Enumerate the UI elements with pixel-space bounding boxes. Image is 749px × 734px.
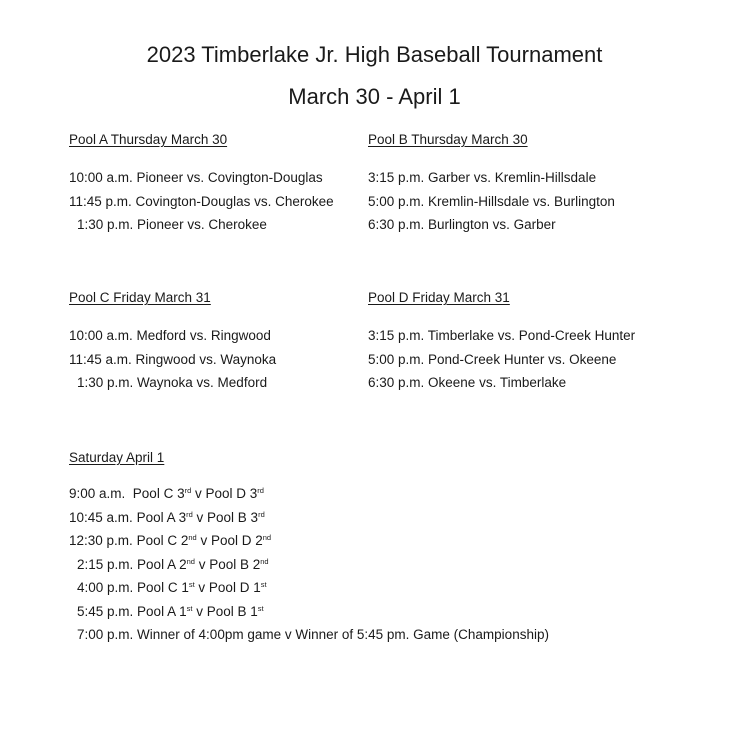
ordinal-suffix: rd bbox=[257, 486, 264, 495]
game-matchup-a: Pool A 1 bbox=[137, 603, 187, 619]
game-matchup-a: Pool C 2 bbox=[136, 533, 189, 548]
pool-d-game: 6:30 p.m. Okeene vs. Timberlake bbox=[368, 375, 567, 390]
tournament-title: 2023 Timberlake Jr. High Baseball Tournament bbox=[146, 42, 603, 67]
ordinal-suffix: st bbox=[260, 580, 267, 589]
pool-a-game: 11:45 p.m. Covington-Douglas vs. Cherokee bbox=[69, 193, 334, 209]
game-matchup-a: Pool A 3 bbox=[136, 509, 187, 525]
saturday-heading: Saturday April 1 bbox=[69, 450, 165, 465]
pool-d-heading: Pool D Friday March 31 bbox=[368, 290, 510, 305]
pool-a-game: 10:00 a.m. Pioneer vs. Covington-Douglas bbox=[69, 170, 323, 185]
game-matchup-b: v Pool D 1 bbox=[194, 580, 261, 595]
game-matchup-a: Pool C 1 bbox=[137, 580, 189, 595]
pool-c-games bbox=[69, 324, 276, 395]
ordinal-suffix: rd bbox=[258, 509, 265, 519]
saturday-game bbox=[69, 553, 549, 577]
game-time: 5:45 p.m. bbox=[77, 603, 134, 619]
game-time: 10:45 a.m. bbox=[69, 509, 133, 525]
game-time: 12:30 p.m. bbox=[69, 533, 133, 548]
saturday-games bbox=[69, 482, 549, 647]
pool-c-heading: Pool C Friday March 31 bbox=[69, 290, 211, 305]
pool-b-game: 6:30 p.m. Burlington vs. Garber bbox=[368, 217, 556, 232]
pool-c-game: 11:45 a.m. Ringwood vs. Waynoka bbox=[69, 351, 277, 367]
game-time: 2:15 p.m. bbox=[77, 556, 134, 572]
pool-b-games bbox=[368, 166, 615, 237]
saturday-game bbox=[69, 506, 549, 530]
game-matchup-a: Pool C 3 bbox=[132, 486, 185, 501]
ordinal-suffix: nd bbox=[260, 556, 269, 566]
ordinal-suffix: nd bbox=[262, 533, 272, 542]
ordinal-suffix: rd bbox=[184, 486, 192, 495]
ordinal-suffix: rd bbox=[186, 509, 193, 519]
ordinal-suffix: st bbox=[186, 603, 193, 613]
ordinal-suffix: nd bbox=[186, 556, 195, 566]
pool-d-game: 5:00 p.m. Pond-Creek Hunter vs. Okeene bbox=[368, 351, 617, 367]
game-matchup-b: v Pool D 2 bbox=[196, 533, 263, 548]
tournament-dates: March 30 - April 1 bbox=[288, 84, 461, 109]
game-matchup-a: Pool A 2 bbox=[137, 556, 187, 572]
game-time: 9:00 a.m. bbox=[69, 486, 126, 501]
pool-b-game: 3:15 p.m. Garber vs. Kremlin-Hillsdale bbox=[368, 170, 597, 185]
ordinal-suffix: nd bbox=[188, 533, 197, 542]
ordinal-suffix: st bbox=[188, 580, 195, 589]
pool-a-heading: Pool A Thursday March 30 bbox=[69, 132, 228, 147]
pool-c-game: 1:30 p.m. Waynoka vs. Medford bbox=[77, 375, 268, 390]
pool-b-game: 5:00 p.m. Kremlin-Hillsdale vs. Burlington bbox=[368, 193, 615, 209]
championship-game: 7:00 p.m. Winner of 4:00pm game v Winner of 5:45 pm. Game (Championship) bbox=[77, 627, 549, 642]
pool-d-game: 3:15 p.m. Timberlake vs. Pond-Creek Hunter bbox=[368, 328, 636, 343]
ordinal-suffix: st bbox=[257, 603, 264, 613]
saturday-game bbox=[69, 576, 549, 600]
pool-b-heading: Pool B Thursday March 30 bbox=[368, 132, 528, 147]
pool-a-games bbox=[69, 166, 334, 237]
pool-a-game: 1:30 p.m. Pioneer vs. Cherokee bbox=[77, 217, 267, 232]
game-matchup-b: v Pool B 1 bbox=[192, 603, 258, 619]
game-matchup-b: v Pool B 3 bbox=[192, 509, 259, 525]
pool-d-games bbox=[368, 324, 635, 395]
game-matchup-b: v Pool D 3 bbox=[191, 486, 258, 501]
saturday-game bbox=[69, 529, 549, 553]
pool-c-game: 10:00 a.m. Medford vs. Ringwood bbox=[69, 328, 271, 343]
saturday-game bbox=[69, 600, 549, 624]
saturday-game bbox=[69, 482, 549, 506]
game-matchup-b: v Pool B 2 bbox=[194, 556, 261, 572]
game-time: 4:00 p.m. bbox=[77, 580, 134, 595]
